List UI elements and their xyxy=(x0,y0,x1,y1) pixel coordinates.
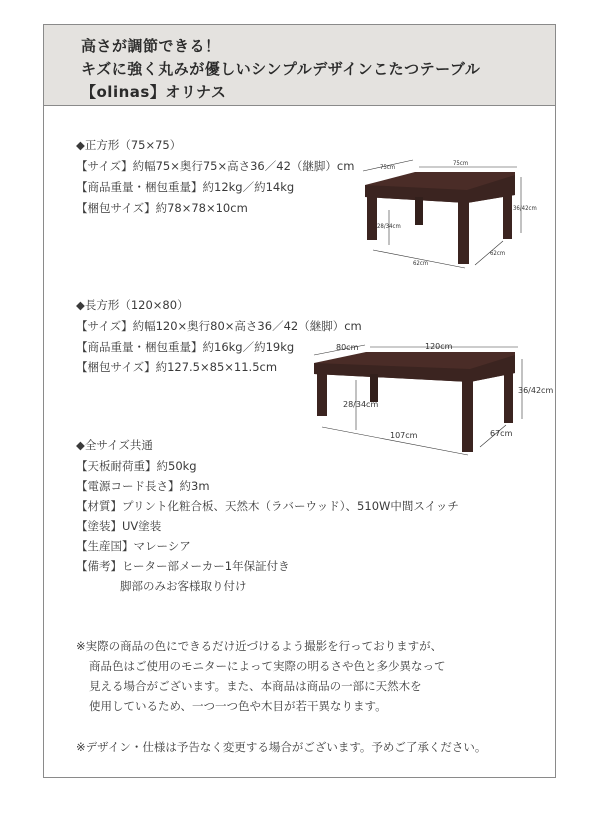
common-origin: 【生産国】マレーシア xyxy=(76,539,191,553)
common-cord: 【電源コード長さ】約3m xyxy=(76,479,210,493)
common-remarks-2: 脚部のみお客様取り付け xyxy=(120,579,247,593)
rect-table-diagram xyxy=(310,335,555,460)
header-line-3: 【olinas】オリナス xyxy=(81,83,227,101)
header-line-1: 高さが調節できる！ xyxy=(81,37,221,55)
square-dim-width: 75cm xyxy=(453,160,469,167)
header-line-2: キズに強く丸みが優しいシンプルデザインこたつテーブル xyxy=(81,60,481,78)
rect-dim-depth: 80cm xyxy=(336,343,359,352)
square-dim-inner-width: 62cm xyxy=(413,260,429,267)
header-band xyxy=(44,25,555,106)
note-line-1: ※実際の商品の色にできるだけ近づけるよう撮影を行っておりますが、 xyxy=(76,639,443,653)
rect-package: 【梱包サイズ】約127.5×85×11.5cm xyxy=(76,360,278,374)
note-line-4: 使用しているため、一つ一つ色や木目が若干異なります。 xyxy=(89,699,387,713)
square-heading: ◆正方形（75×75） xyxy=(76,138,182,152)
rect-dim-inner-height: 28/34cm xyxy=(343,400,379,409)
common-finish: 【塗装】UV塗装 xyxy=(76,519,162,533)
square-dim-inner-depth: 62cm xyxy=(490,250,506,257)
rect-dim-width: 120cm xyxy=(425,342,453,351)
square-leg-back xyxy=(415,197,423,225)
rect-leg-front xyxy=(462,380,473,452)
common-material: 【材質】プリント化粧合板、天然木（ラバーウッド）、510W中間スイッチ xyxy=(76,499,459,513)
rect-leg-left xyxy=(317,372,327,416)
common-remarks: 【備考】ヒーター部メーカー1年保証付き xyxy=(76,559,290,573)
square-size: 【サイズ】約幅75×奥行75×高さ36／42（継脚）cm xyxy=(76,159,355,173)
common-heading: ◆全サイズ共通 xyxy=(76,438,153,452)
note-line-5: ※デザイン・仕様は予告なく変更する場合がございます。予めご了承ください。 xyxy=(76,740,487,754)
common-load: 【天板耐荷重】約50kg xyxy=(76,459,197,473)
square-leg-right xyxy=(503,193,512,239)
square-dim-depth: 75cm xyxy=(380,164,396,171)
note-line-2: 商品色はご使用のモニターによって実際の明るさや色と多少異なって xyxy=(89,659,446,673)
square-dim-height: 36/42cm xyxy=(513,205,537,212)
rect-size: 【サイズ】約幅120×奥行80×高さ36／42（継脚）cm xyxy=(76,319,362,333)
rect-heading: ◆長方形（120×80） xyxy=(76,298,189,312)
rect-weight: 【商品重量・梱包重量】約16kg／約19kg xyxy=(76,340,295,354)
square-leg-left xyxy=(367,195,377,240)
rect-dim-inner-depth: 67cm xyxy=(490,429,513,438)
square-dim-inner-height: 28/34cm xyxy=(377,223,401,230)
rect-leg-back xyxy=(370,374,378,402)
rect-dim-inner-width: 107cm xyxy=(390,431,418,440)
square-leg-front xyxy=(458,201,469,264)
rect-dim-height: 36/42cm xyxy=(518,386,554,395)
square-table-diagram xyxy=(355,155,545,275)
square-weight: 【商品重量・梱包重量】約12kg／約14kg xyxy=(76,180,295,194)
rect-leg-right xyxy=(504,371,513,423)
note-line-3: 見える場合がございます。また、本商品は商品の一部に天然木を xyxy=(89,679,422,693)
square-package: 【梱包サイズ】約78×78×10cm xyxy=(76,201,248,215)
